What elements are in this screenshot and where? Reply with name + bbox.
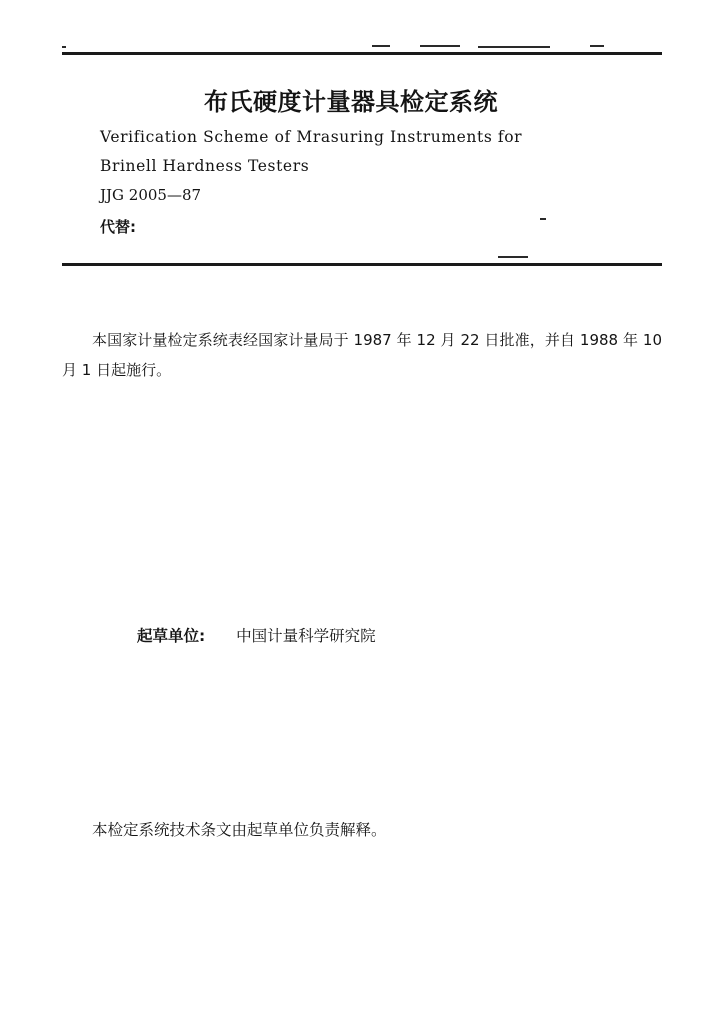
- drafting-unit: [137, 624, 376, 646]
- header-bottom-rule: [62, 263, 662, 266]
- document-code: JJG 2005—87: [100, 186, 202, 204]
- print-speck: [540, 218, 546, 220]
- print-speck: [498, 256, 528, 258]
- header-top-rule: [62, 52, 662, 55]
- print-speck: [372, 45, 390, 47]
- document-title-english-line1: Verification Scheme of Mrasuring Instruments for: [100, 128, 523, 146]
- interpretation-note: 本检定系统技术条文由起草单位负责解释。: [92, 821, 387, 839]
- print-speck: [62, 46, 66, 48]
- document-title-chinese: 布氏硬度计量器具检定系统: [204, 88, 498, 116]
- drafting-unit-label: 起草单位:: [137, 627, 206, 645]
- approval-paragraph: 本国家计量检定系统表经国家计量局于 1987 年 12 月 22 日批准，并自 1988 年 10 月 1 日起施行。: [62, 331, 662, 379]
- print-speck: [590, 45, 604, 47]
- print-speck: [478, 46, 550, 48]
- replaces-label: 代替:: [100, 218, 136, 236]
- print-speck: [420, 45, 460, 47]
- drafting-unit-value: 中国计量科学研究院: [236, 627, 376, 645]
- document-title-english-line2: Brinell Hardness Testers: [100, 157, 310, 175]
